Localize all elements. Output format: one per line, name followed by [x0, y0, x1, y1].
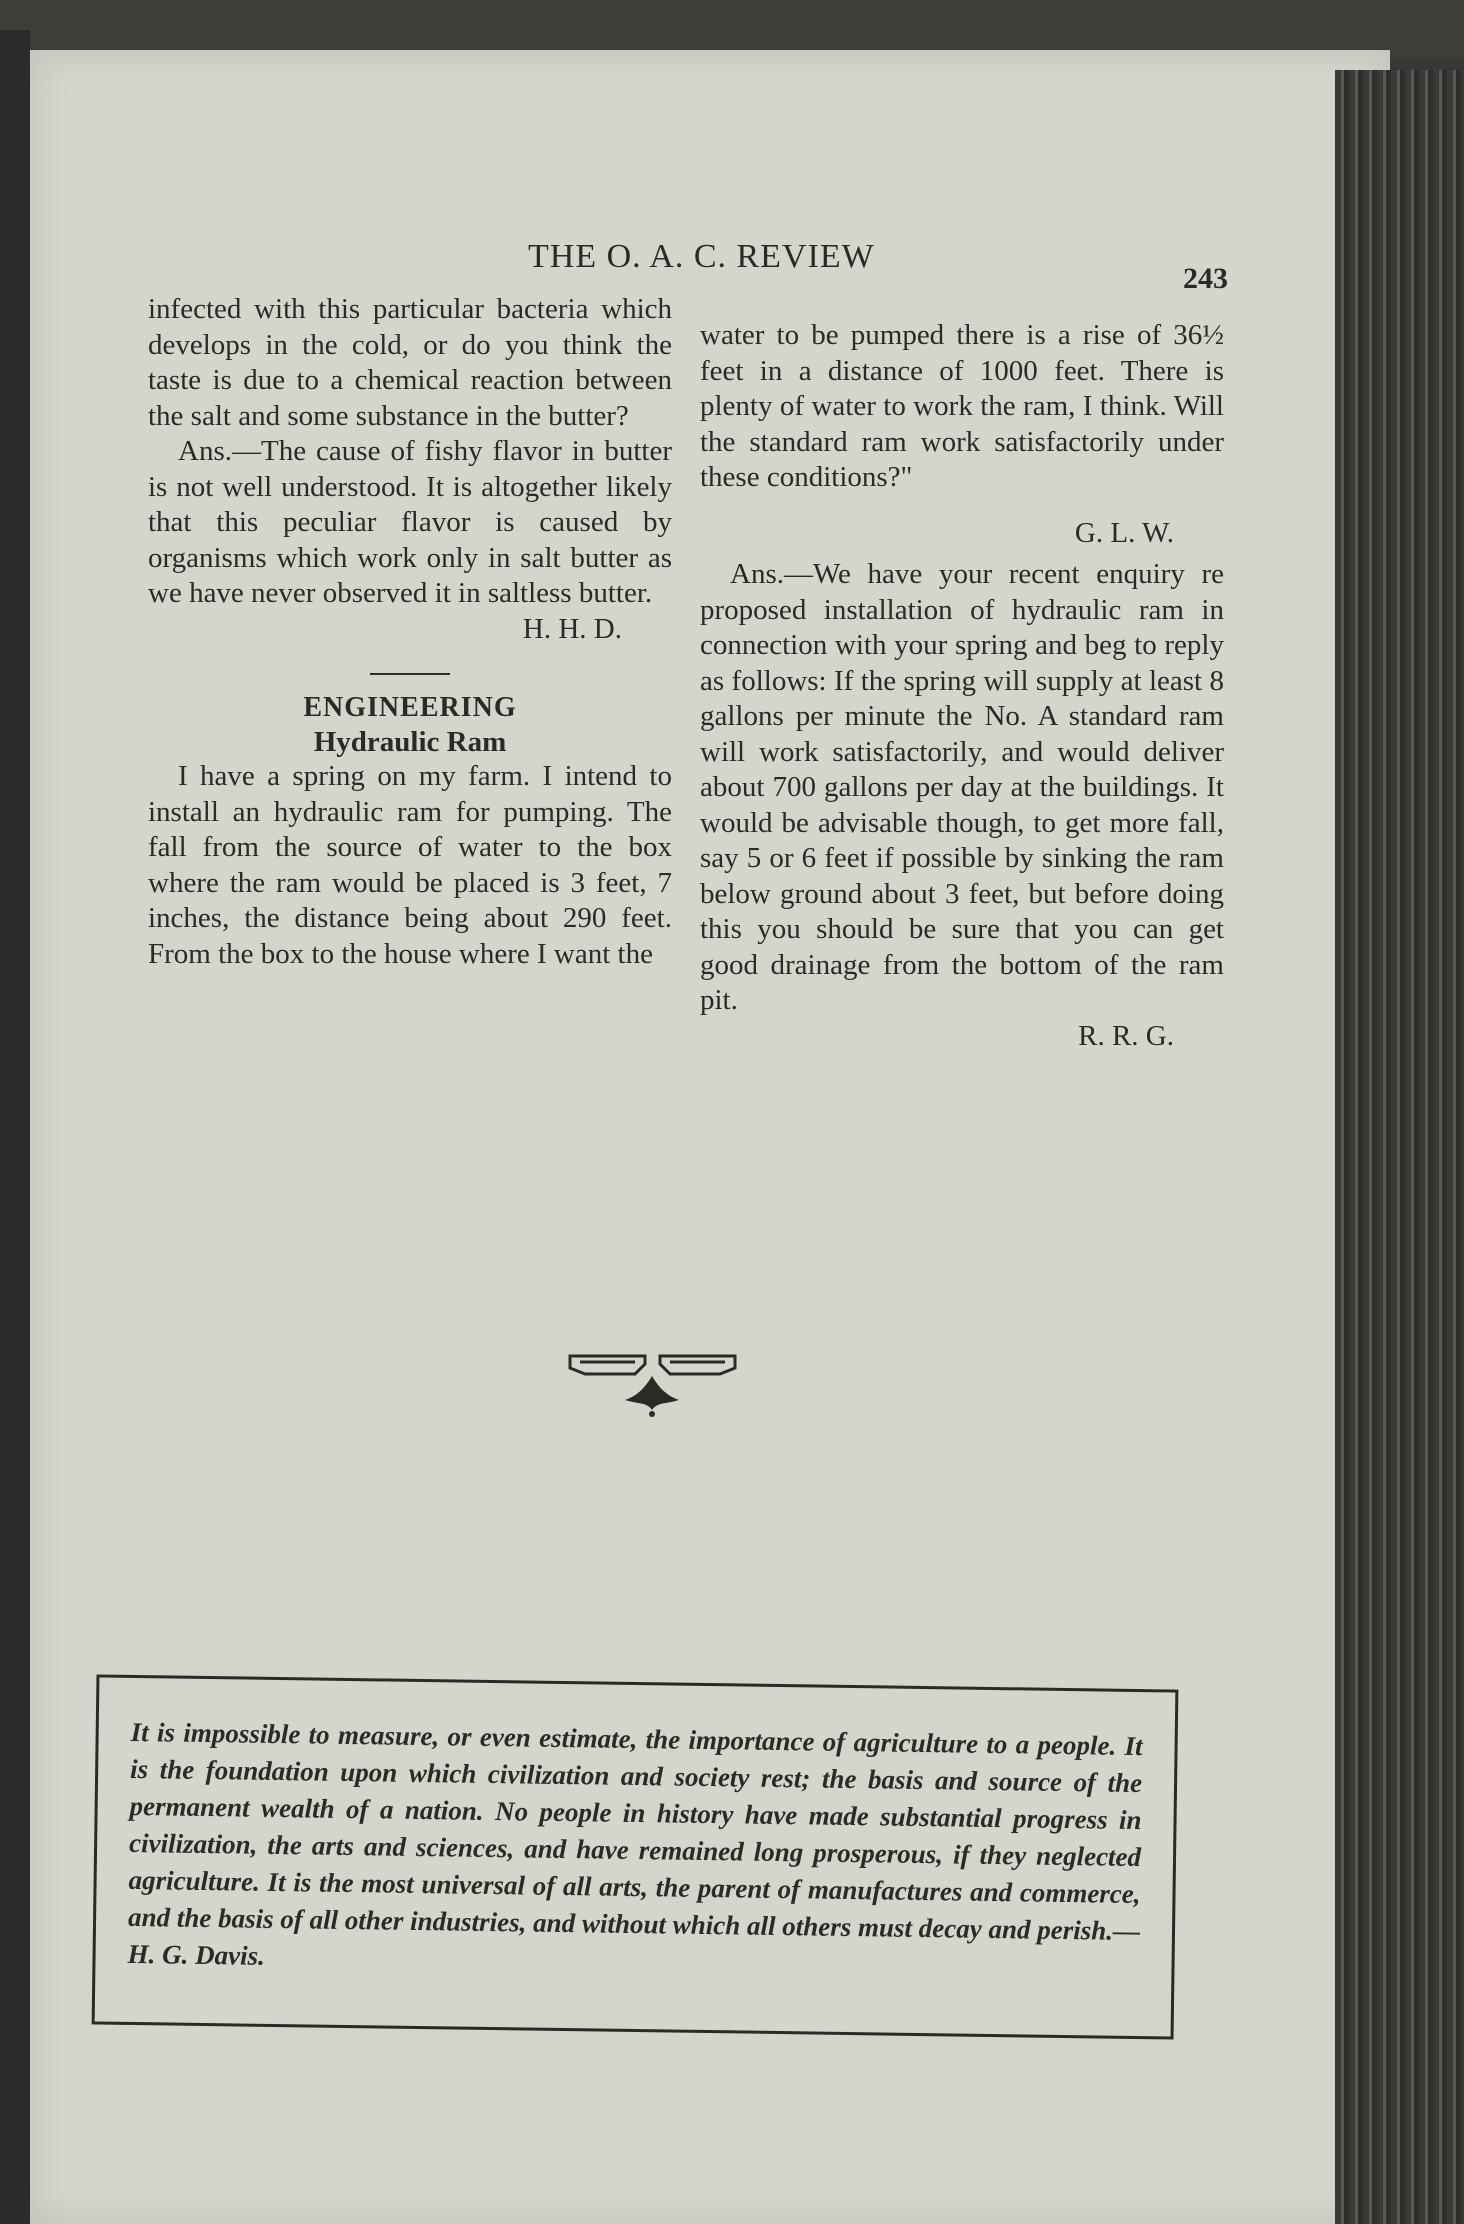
- question-paragraph: I have a spring on my farm. I intend to install an hydraulic ram for pumping. The fall from the source of water to the box where the ram would be placed is 3 feet, 7 inches, the distance being about 290 feet. From the box to the house where I want the: [148, 760, 672, 970]
- question-continued: water to be pumped there is a rise of 36½ feet in a distance of 1000 feet. There is plenty of water to work the ram, I think. Will the standard ram work satisfactorily under these conditions?": [700, 319, 1224, 493]
- subsection-heading: Hydraulic Ram: [313, 726, 507, 758]
- answer-signature: H. H. D.: [522, 612, 622, 645]
- right-column: [700, 318, 1224, 1054]
- answer-paragraph: Ans.—We have your recent enquiry re proposed installation of hydraulic ram in connection with your spring and beg to reply as follows: If the spring will supply at least 8 gallons per minute the No. A standard ram will work satisfactorily, and would deliver about 700 gallons per day at the buildings. It would be advisable though, to get more fall, say 5 or 6 feet if possible by sinking the ram below ground about 3 feet, but before doing this you should be sure that you can get good drainage from the bottom of the ram pit.: [700, 558, 1224, 1016]
- book-page-edges: [1335, 70, 1464, 2224]
- quote-box: [92, 1674, 1179, 2039]
- question-tail: infected with this particular bacteria which develops in the cold, or do you think the taste is due to a chemical reaction between the salt and some substance in the butter?: [148, 293, 672, 432]
- answer-paragraph: Ans.—The cause of fishy flavor in butter is not well understood. It is altogether likely that this peculiar flavor is caused by organisms which work only in salt butter as we have never observed it in saltless butter.: [148, 435, 672, 609]
- section-divider: [370, 673, 450, 675]
- decorative-ornament-icon: [565, 1348, 740, 1418]
- section-heading: ENGINEERING: [303, 692, 517, 723]
- answer-signature: R. R. G.: [1078, 1019, 1174, 1052]
- quote-text: It is impossible to measure, or even estimate, the importance of agriculture to a people. It is the foundation upon which civilization and society rest; the basis and source of the permanent wealth of a nation. No people in history have made substantial progress in civilization, the arts and sciences, and have remained long prosperous, if they neglected agriculture. It is the most universal of all arts, the parent of manufactures and commerce, and the basis of all other industries, and without which all others must decay and perish.—H. G. Davis.: [127, 1716, 1143, 1971]
- scan-left-edge: [0, 30, 30, 2224]
- question-signature: G. L. W.: [1074, 516, 1174, 549]
- left-column: [148, 292, 672, 972]
- page-number: 243: [1183, 262, 1228, 295]
- running-header: THE O. A. C. REVIEW: [528, 238, 875, 275]
